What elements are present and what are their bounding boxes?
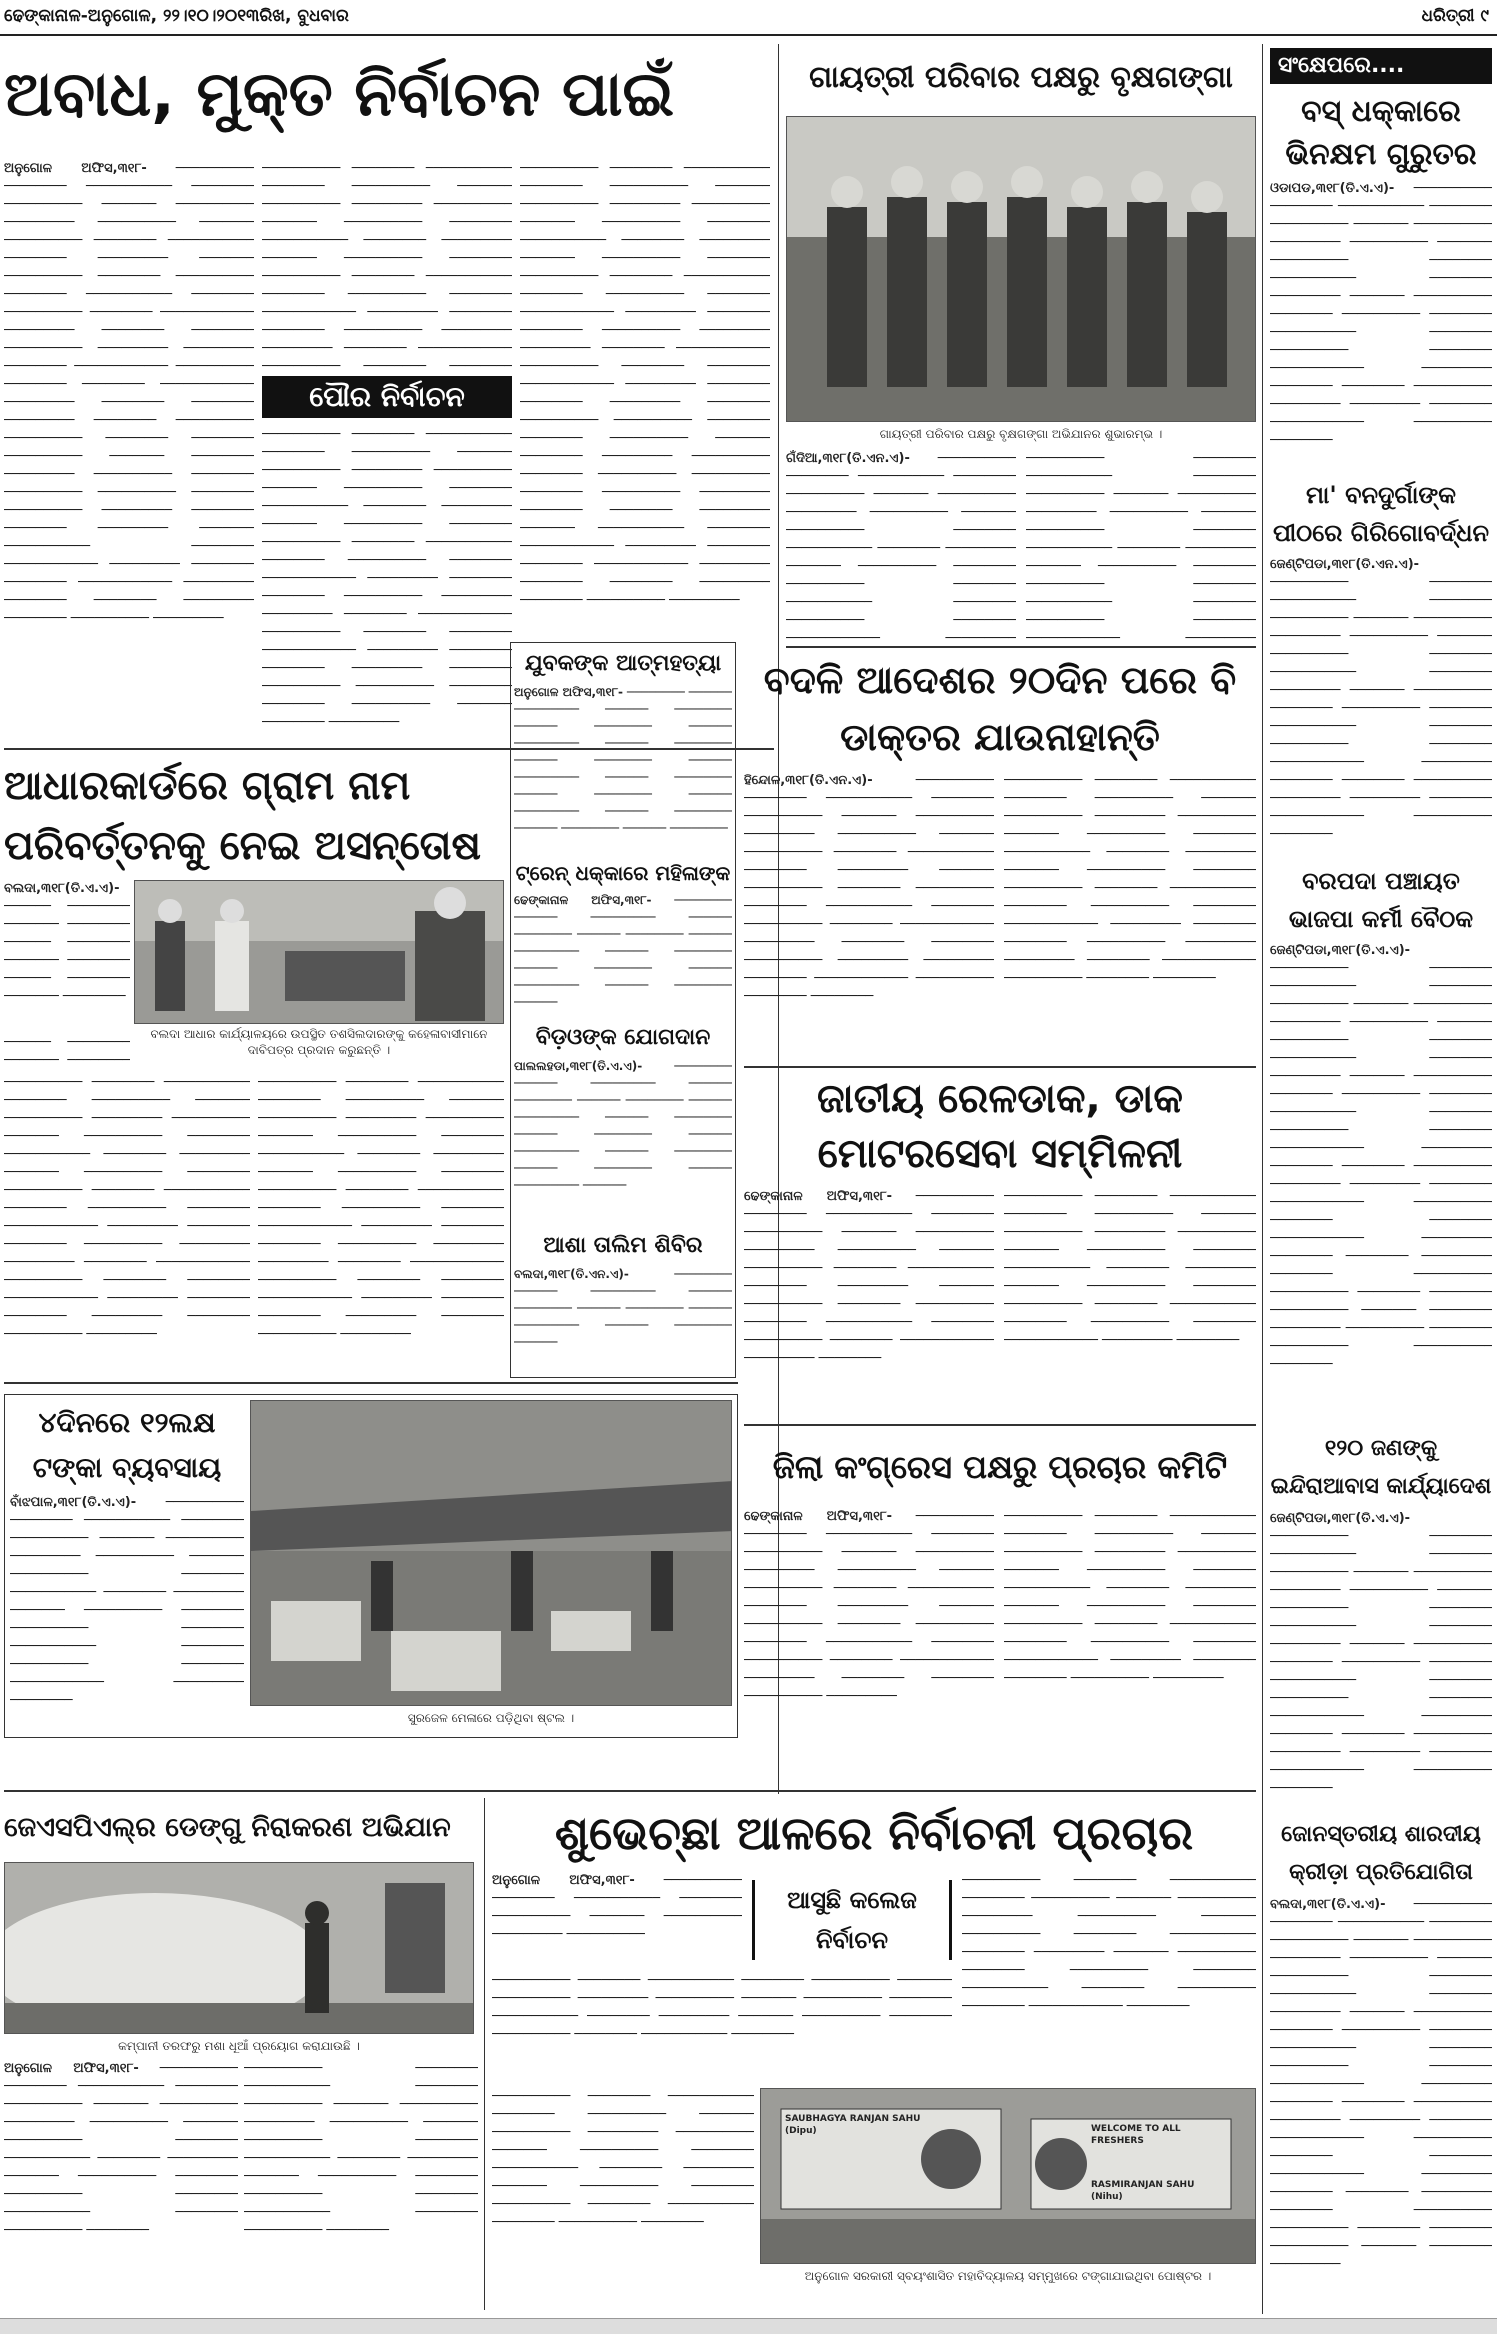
brief-headline: ଯୁବକଙ୍କ ଆତ୍ମହତ୍ୟା [524, 651, 722, 676]
dateline: ଢେଙ୍କାନାଳ-ଅନୁଗୋଳ, ୨୨।୧୦।୨୦୧୩ରିଖ, ବୁଧବାର [4, 6, 349, 26]
article-text: ────── ──────── ─────── ──────── [4, 1035, 130, 1068]
article-text: ବଲଦା,୩୧୮(ତି.ଏ.ଏ)- ────── ──────── ─────── ──────── ────── ──────── ─────── ──────── ────── ──────── ─────── ──────── [4, 881, 130, 1004]
kicker-college-election: ଆସୁଛି କଲେଜ ନିର୍ବାଚନ [752, 1880, 952, 1960]
sidebar-text: ଜେଣ୍ଟିପଡା,୩୧୮(ତି.ଏ.ଏ)- ────────── ──────── ─────────── ──────── ────────── ─────── ────────── ───────── ────────── ─────── ────────── ──────── ─────────── ──────── ───────── ─────── ────────── ──────── ────────── ──────── ─────────── ──────── ────────── ──────── ──────────── ───────── ──────── ──────── ────────── ───────── ───────── ──────── ──────────── ────────── ──────── ──────── ──────────── ───────── ──────── ──────── ───────── ──────── ────────── ────────── ──────── ──────── ────────── ─────── ──────── ───────── ────────── ──────── ────────── ────────── ──────── [1270, 943, 1492, 1372]
article-dateline: ବଲଦା,୩୧୮(ତି.ଏ.ଏ)- [1270, 1897, 1386, 1912]
sidebar-headline: ମା' ବନଦୁର୍ଗାଙ୍କ ପୀଠରେ ଗିରିଗୋବର୍ଦ୍ଧନ [1273, 481, 1489, 547]
banner-right-top-text: WELCOME TO ALL FRESHERS [1091, 2124, 1181, 2146]
headline-art10: ଶୁଭେଚ୍ଛା ଆଳରେ ନିର୍ବାଚନୀ ପ୍ରଚାର [554, 1806, 1194, 1860]
sidebar-headline: ବସ୍ ଧକ୍କାରେ ଭିନକ୍ଷମ ଗୁରୁତର [1285, 94, 1477, 172]
article-text: ────────── ──────── ─────────── ──────── ────────── ─────── ────────── ───────── ────────── ─────── ────────── ──────── ─────────── ──────── ───────── ─────── ────────── ──────── ────────── ──────── ─────────── ──────── ────────── ──────── ──────────── ───────── ──────── [1004, 1189, 1256, 1348]
article-dateline: ଅନୁଗୋଳ ଅଫିସ,୩୧୮- [514, 685, 623, 699]
photo-caption: ଗାୟତ୍ରୀ ପରିବାର ପକ୍ଷରୁ ବୃକ୍ଷଗଙ୍ଗା ଅଭିଯାନର ଶୁଭାରମ୍ଭ । [879, 427, 1163, 441]
brief-text: ପାଲଲହଡା,୩୧୮(ତି.ଏ.ଏ)- ──────── ────── ───────── ────── ──────── ────── ──────── ────── ───────── ────── ──────── ────── ──────── ────── ───────── ────── ──────── ────── ──────── ────── ───────── ────── [514, 1059, 732, 1192]
article-dateline: ହିନ୍ଦୋଳ,୩୧୮(ତି.ଏନ.ଏ)- [744, 773, 873, 788]
photo-caption: କମ୍ପାନୀ ତରଫରୁ ମଶା ଧୂଆଁ ପ୍ରୟୋଗ କରାଯାଉଛି । [118, 2039, 360, 2053]
article-text: ────────── ──────── ─────────── ──────── ────────── ─────── ────────── ───────── ────────── ─────── ────────── ──────── ─────────── ──────── ───────── ─────── ────────── ──────── ────────── ──────── ─────────── ──────── ────────── ──────── ──────────── ───────── ──────── ──────── ────────── ───────── ───────── ──────── ──────────── ────────── ──────── ──────── ──────────── ───────── ──────── ──────── ───────── ──────── ────────── ───────── [4, 1075, 250, 1342]
article-text: ────────── ──────── ─────────── ──────── ────────── ─────── ────────── ───────── ────────── ─────── ────────── ──────── ─────────── ──────── ───────── ─────── ────────── ──────── ────────── ──────── ─────────── ──────── ────────── ──────── [492, 2089, 754, 2230]
article-text: ହିନ୍ଦୋଳ,୩୧୮(ତି.ଏନ.ଏ)- ────────── ──────── ─────────── ──────── ────────── ─────── ────────── ───────── ────────── ─────── ────────── ──────── ─────────── ──────── ───────── ─────── ────────── ──────── ────────── ──────── ─────────── ──────── ────────── ──────── ──────────── ───────── ──────── ──────── ────────── ───────── ───────── ──────── ──────────── ────────── ──────── ──────── [744, 773, 994, 1004]
article-dateline: ପାଲଲହଡା,୩୧୮(ତି.ଏ.ଏ)- [514, 1059, 643, 1073]
divider [4, 1382, 738, 1384]
article-text: ────────── ──────── ─────────── ──────── ────────── ─────── ────────── ───────── ────────── ─────── ────────── ──────── ─────────── ──────── ───────── ─────── ────────── ──────── ────────── ──────── ─────────── ──────── ────────── ──────── ──────────── ───────── ──────── ──────── ────────── ───────── ───────── ──────── ──────────── ────────── ──────── ──────── ──────────── ───────── ──────── ──────── ───────── ──────── ────────── ────────── ──────── ──────── ────────── ─────── ──────── ───────── ────────── ──────── ────────── ────────── ──────── ────────── ───────── ──────── ──────── ───────── ─────── ─────────── ──────── ──────────── ───────── ──────── ──────── ──────────── ───────── ──────── ──────── ───────── ──────── ────────── ───────── [520, 161, 770, 608]
article-text: ଅନୁଗୋଳ ଅଫିସ,୩୧୮- ────────── ──────── ─────────── ──────── ────────── ─────── ────────── ───────── ────────── [492, 1873, 742, 1942]
sidebar-headline: ବରପଦା ପଞ୍ଚାୟତ ଭାଜପା କର୍ମୀ ବୈଠକ [1288, 867, 1474, 933]
divider [4, 1790, 1256, 1792]
headline-art3: ଆଧାରକାର୍ଡରେ ଗ୍ରାମ ନାମ ପରିବର୍ତ୍ତନକୁ ନେଇ ଅସନ୍ତୋଷ [4, 763, 481, 869]
article-dateline: ଅନୁଗୋଳ ଅଫିସ,୩୧୮- [4, 161, 147, 176]
article-text: ────────── ──────── ─────────── ──────── ────────── ─────── ────────── ───────── ────────── ─────── ────────── ──────── ─────────── ──────── ───────── ─────── ────────── ──────── ────────── ──────── ─────────── ──────── ────────── ──────── ──────────── ───────── ──────── ──────── ────────── ───────── [1004, 1509, 1256, 1686]
article-dateline: ଗଁଦିଆ,୩୧୮(ତି.ଏନ.ଏ)- [786, 451, 910, 466]
article-text: ବାଁଝପାଳ,୩୧୮(ତି.ଏ.ଏ)- ────────── ──────── ─────────── ──────── ────────── ─────── ────────── ───────── ────────── ─────── ────────── ──────── ─────────── ──────── ───────── ─────── ────────── ──────── ────────── ──────── ─────────── ──────── ────────── ──────── ──────────── ───────── ──────── [10, 1495, 244, 1708]
headline-art1: ଅବାଧ, ମୁକ୍ତ ନିର୍ବାଚନ ପାଇଁ [4, 57, 675, 130]
article-dateline: ଜେଣ୍ଟିପଡା,୩୧୮(ତି.ଏ.ଏ)- [1270, 943, 1411, 958]
sidebar-text: ବଲଦା,୩୧୮(ତି.ଏ.ଏ)- ────────── ──────── ─────────── ──────── ────────── ─────── ────────── ───────── ────────── ─────── ────────── ──────── ─────────── ──────── ───────── ─────── ────────── ──────── ────────── ──────── ─────────── ──────── ────────── ──────── ──────────── ───────── ──────── ──────── ────────── ───────── ───────── ──────── ──────────── ────────── ──────── ──────── ──────────── ───────── ──────── ──────── ───────── ──────── ────────── ────────── ──────── ──────── ────────── ─────── ──────── ───────── [1270, 1897, 1492, 2272]
page-footer-bar [0, 2318, 1497, 2334]
article-dateline: ବାଁଝପାଳ,୩୧୮(ତି.ଏ.ଏ)- [10, 1495, 137, 1510]
article-text: ଗଁଦିଆ,୩୧୮(ତି.ଏନ.ଏ)- ────────── ──────── ─────────── ──────── ────────── ─────── ────────── ───────── ────────── ─────── ────────── ──────── ─────────── ──────── ───────── ─────── ────────── ──────── ────────── ──────── ─────────── ──────── ────────── ──────── ──────────── ───────── [786, 451, 1016, 640]
headline-art9: ଜେଏସପିଏଲ୍‌ର ଡେଙ୍ଗୁ ନିରାକରଣ ଅଭିଯାନ [4, 1812, 451, 1843]
photo-fogging [4, 1862, 474, 2034]
photo-fair-stalls [250, 1400, 732, 1706]
banner-left-text: SAUBHAGYA RANJAN SAHU (Dipu) [785, 2114, 921, 2136]
article-text: ────────── ──────── ─────────── ──────── ────────── ─────── ────────── ───────── ────────── ─────── ────────── ──────── ─────────── ──────── ───────── ─────── ────────── ──────── ────────── ──────── ─────────── ──────── ────────── ──────── ──────────── ───────── ──────── ──────── ────────── ───────── ───────── ──────── ──────────── ────────── ──────── ──────── [262, 161, 512, 370]
article-text: ଅନୁଗୋଳ ଅଫିସ,୩୧୮- ────────── ──────── ─────────── ──────── ────────── ─────── ────────── ───────── ────────── ─────── ────────── ──────── ─────────── ──────── ───────── ─────── ────────── ──────── ────────── ──────── ─────────── ──────── ────────── ──────── ──────────── ───────── ──────── ──────── ────────── ───────── ───────── ──────── ──────────── ────────── ──────── ──────── ──────────── ───────── ──────── ──────── ───────── ──────── ────────── ────────── ──────── ──────── ────────── ─────── ──────── ───────── ────────── ──────── ────────── ────────── ──────── ────────── ───────── ──────── ──────── ───────── ─────── ─────────── ──────── ──────────── ───────── ──────── ──────── ──────────── ───────── ──────── ──────── ───────── ──────── ────────── ───────── [4, 161, 254, 626]
brief-text: ବଲଦା,୩୧୮(ତି.ଏନ.ଏ)- ──────── ────── ───────── ────── ──────── ────── ──────── ────── ───────── ────── ──────── ────── [514, 1267, 732, 1349]
headline-art7: ୪ଦିନରେ ୧୨ଲକ୍ଷ ଟଙ୍କା ବ୍ୟବସାୟ [32, 1406, 222, 1484]
sidebar-headline: ଜୋନସ୍ତରୀୟ ଶାରଦୀୟ କ୍ରୀଡ଼ା ପ୍ରତିଯୋଗିତା [1281, 1822, 1481, 1885]
brief-headline: ଟ୍ରେନ୍ ଧକ୍କାରେ ମହିଳାଙ୍କ [515, 861, 731, 885]
photo-illustration [5, 1863, 474, 2034]
headline-art8: ଜିଲା କଂଗ୍ରେସ ପକ୍ଷରୁ ପ୍ରଚାର କମିଟି [772, 1448, 1228, 1486]
divider [484, 1798, 485, 2310]
divider [786, 646, 1256, 648]
article-dateline: ଜେଣ୍ଟିପଡା,୩୧୮(ତି.ଏନ.ଏ)- [1270, 557, 1420, 572]
headline-art5: ବଦଳି ଆଦେଶର ୨୦ଦିନ ପରେ ବି ଡାକ୍ତର ଯାଉନାହାନ୍ତି [763, 658, 1237, 759]
article-dateline: ଜେଣ୍ଟିପଡା,୩୧୮(ତି.ଏ.ଏ)- [1270, 1511, 1411, 1526]
article-dateline: ଅନୁଗୋଳ ଅଫିସ,୩୧୮- [4, 2061, 139, 2076]
photo-caption: ସୁରଜେଳ ମେଳାରେ ପଡ଼ିଥିବା ଷ୍ଟଲ । [407, 1711, 575, 1725]
page-header [0, 0, 1497, 36]
photo-illustration [251, 1401, 732, 1706]
sidebar-text: ଜେଣ୍ଟିପଡା,୩୧୮(ତି.ଏନ.ଏ)- ────────── ──────── ─────────── ──────── ────────── ─────── ────────── ───────── ────────── ─────── ────────── ──────── ─────────── ──────── ───────── ─────── ────────── ──────── ────────── ──────── ─────────── ──────── ────────── ──────── ──────────── ───────── ──────── ──────── ────────── ───────── ───────── ──────── ──────────── ────────── ──────── [1270, 557, 1492, 842]
sidebar-text: ଓଡାପଡ,୩୧୮(ତି.ଏ.ଏ)- ────────── ──────── ─────────── ──────── ────────── ─────── ────────── ───────── ────────── ─────── ────────── ──────── ─────────── ──────── ───────── ─────── ────────── ──────── ────────── ──────── ─────────── ──────── ────────── ──────── ──────────── ───────── ──────── ──────── ────────── ───────── ───────── ──────── ──────────── ────────── ──────── [1270, 181, 1492, 448]
headline-art6: ଜାତୀୟ ରେଳଡାକ, ଡାକ ମୋଟରସେବା ସମ୍ମିଳନୀ [817, 1076, 1183, 1177]
brief-text: ଢେଙ୍କାନାଳ ଅଫିସ,୩୧୮- ──────── ────── ───────── ────── ──────── ────── ──────── ────── ───────── ────── ──────── ────── ──────── ────── ───────── ────── ──────── ────── [514, 893, 732, 1009]
article-dateline: ବଲଦା,୩୧୮(ତି.ଏନ.ଏ)- [514, 1267, 629, 1281]
brief-headline: ବିଡ଼ଓଙ୍କ ଯୋଗଦାନ [535, 1025, 711, 1050]
article-text: ଢେଙ୍କାନାଳ ଅଫିସ,୩୧୮- ────────── ──────── ─────────── ──────── ────────── ─────── ────────── ───────── ────────── ─────── ────────── ──────── ─────────── ──────── ───────── ─────── ────────── ──────── ────────── ──────── ─────────── ──────── ────────── ──────── ──────────── ───────── ──────── [744, 1189, 994, 1366]
article-dateline: ଢେଙ୍କାନାଳ ଅଫିସ,୩୧୮- [744, 1189, 893, 1204]
divider [744, 1066, 1256, 1068]
article-text: ────────── ──────── ─────────── ──────── ────────── ─────── ────────── ───────── ────────── ─────── ────────── ──────── ─────────── ──────── ───────── ─────── ────────── ──────── ────────── ──────── ─────────── ──────── ────────── ──────── ──────────── ───────── [1026, 451, 1256, 640]
sidebar-title: ସଂକ୍ଷେପରେ.... [1270, 48, 1492, 84]
divider [1262, 44, 1263, 2314]
photo-caption: ବଲଦା ଆଧାର କାର୍ଯ୍ୟାଳୟରେ ଉପସ୍ଥିତ ତଶସିଲଦାରଙ୍କୁ କହେଳାବାସୀମାନେ ଦାବିପତ୍ର ପ୍ରଦାନ କରୁଛନ୍ତି । [150, 1027, 488, 1057]
sidebar-headline: ୧୨୦ ଜଣଙ୍କୁ ଇନ୍ଦିରାଆବାସ କାର୍ଯ୍ୟାଦେଶ [1270, 1436, 1492, 1499]
divider [744, 1424, 1256, 1426]
article-text: ────────── ──────── ─────────── ──────── ────────── ─────── ────────── ───────── ────────── ─────── ────────── ──────── ─────────── ──────── ───────── ─────── ────────── ──────── ────────── ──────── ─────────── ──────── ────────── ──────── ──────────── ───────── ──────── ──────── ────────── ───────── ───────── ──────── ──────────── ────────── ──────── ──────── ──────────── ───────── ──────── ──────── ───────── ──────── ────────── ────────── ──────── ──────── ────────── ─────── ──────── ───────── [262, 427, 512, 730]
article-text: ────────── ──────── ─────────── ──────── ────────── ─────── ────────── ───────── ────────── ─────── ────────── ──────── ─────────── ──────── ───────── ─────── ────────── ──────── ────────── ──────── ─────────── ──────── ────────── ──────── ──────────── ───────── ──────── ──────── ────────── ───────── ───────── ──────── ──────────── ────────── ──────── ──────── ──────────── ───────── ──────── ──────── ───────── ──────── ────────── ───────── [258, 1075, 504, 1342]
sidebar-text: ଜେଣ୍ଟିପଡା,୩୧୮(ତି.ଏ.ଏ)- ────────── ──────── ─────────── ──────── ────────── ─────── ────────── ───────── ────────── ─────── ────────── ──────── ─────────── ──────── ───────── ─────── ────────── ──────── ────────── ──────── ─────────── ──────── ────────── ──────── ──────────── ───────── ──────── ──────── ────────── ───────── ───────── ──────── ──────────── ────────── ──────── [1270, 1511, 1492, 1796]
article-text: ଅନୁଗୋଳ ଅଫିସ,୩୧୮- ────────── ──────── ─────────── ──────── ────────── ─────── ────────── ───────── ────────── ─────── ────────── ──────── ─────────── ──────── ───────── ─────── ────────── ──────── ────────── ──────── ─────────── ──────── ────────── ──────── [4, 2061, 238, 2238]
subhead-civic-election: ପୌର ନିର୍ବାଚନ [262, 376, 512, 418]
banner-right-bottom-text: RASMIRANJAN SAHU (Nihu) [1091, 2180, 1195, 2202]
photo-caption: ଅନୁଗୋଳ ସରକାରୀ ସ୍ବୟଂଶାସିତ ମହାବିଦ୍ୟାଳୟ ସମ୍ମୁଖରେ ଟଙ୍ଗାଯାଇଥିବା ପୋଷ୍ଟର । [804, 2269, 1212, 2283]
page-number: ଧରିତ୍ରୀ ୯ [1421, 6, 1489, 26]
photo-aadhaar-office [134, 880, 504, 1024]
photo-illustration [135, 881, 504, 1024]
article-text: ଢେଙ୍କାନାଳ ଅଫିସ,୩୧୮- ────────── ──────── ─────────── ──────── ────────── ─────── ────────── ───────── ────────── ─────── ────────── ──────── ─────────── ──────── ───────── ─────── ────────── ──────── ────────── ──────── ─────────── ──────── ────────── ──────── ──────────── ───────── ──────── ──────── ────────── ───────── [744, 1509, 994, 1704]
brief-text: ଅନୁଗୋଳ ଅଫିସ,୩୧୮- ──────── ────── ───────── ────── ──────── ────── ──────── ────── ───────── ────── ──────── ────── ──────── ────── ───────── ────── ──────── ────── ──────── ────── ───────── ────── ──────── ────── ──────── ────── ──────── [514, 685, 732, 835]
photo-illustration [787, 117, 1256, 422]
article-text: ────────── ──────── ─────────── ──────── ────────── ─────── ────────── ───────── ────────── ─────── ────────── ──────── ─────────── ──────── ───────── ─────── ────────── ──────── ────────── ──────── ─────────── ──────── ────────── ──────── [244, 2061, 478, 2238]
article-dateline: ଢେଙ୍କାନାଳ ଅଫିସ,୩୧୮- [514, 893, 652, 907]
headline-art2: ଗାୟତ୍ରୀ ପରିବାର ପକ୍ଷରୁ ବୃକ୍ଷଗଙ୍ଗା [809, 60, 1233, 95]
brief-headline: ଆଶା ତାଲିମ ଶିବିର [543, 1233, 703, 1258]
photo-tree-planting [786, 116, 1256, 422]
article-dateline: ଓଡାପଡ,୩୧୮(ତି.ଏ.ଏ)- [1270, 181, 1395, 196]
article-text: ────────── ──────── ─────────── ──────── ────────── ─────── ────────── ───────── ────────── ─────── ────────── ──────── ─────────── ──────── ───────── ─────── ────────── ──────── ────────── ──────── ─────────── ──────── [492, 1973, 952, 2042]
article-text: ────────── ──────── ─────────── ──────── ────────── ─────── ────────── ───────── ────────── ─────── ────────── ──────── ─────────── ──────── ───────── ─────── ────────── ──────── ────────── ──────── ─────────── ──────── ────────── ──────── ──────────── ──────── [962, 1873, 1256, 2014]
article-dateline: ଢେଙ୍କାନାଳ ଅଫିସ,୩୧୮- [744, 1509, 893, 1524]
article-text: ────────── ──────── ─────────── ──────── ────────── ─────── ────────── ───────── ────────── ─────── ────────── ──────── ─────────── ──────── ───────── ─────── ────────── ──────── ────────── ──────── ─────────── ──────── ────────── ──────── ──────────── ───────── ──────── ──────── ────────── ───────── ───────── ──────── ──────────── ────────── ──────── ──────── [1004, 773, 1256, 986]
article-dateline: ବଲଦା,୩୧୮(ତି.ଏ.ଏ)- [4, 881, 120, 896]
photo-college-posters [760, 2088, 1256, 2264]
article-dateline: ଅନୁଗୋଳ ଅଫିସ,୩୧୮- [492, 1873, 635, 1888]
